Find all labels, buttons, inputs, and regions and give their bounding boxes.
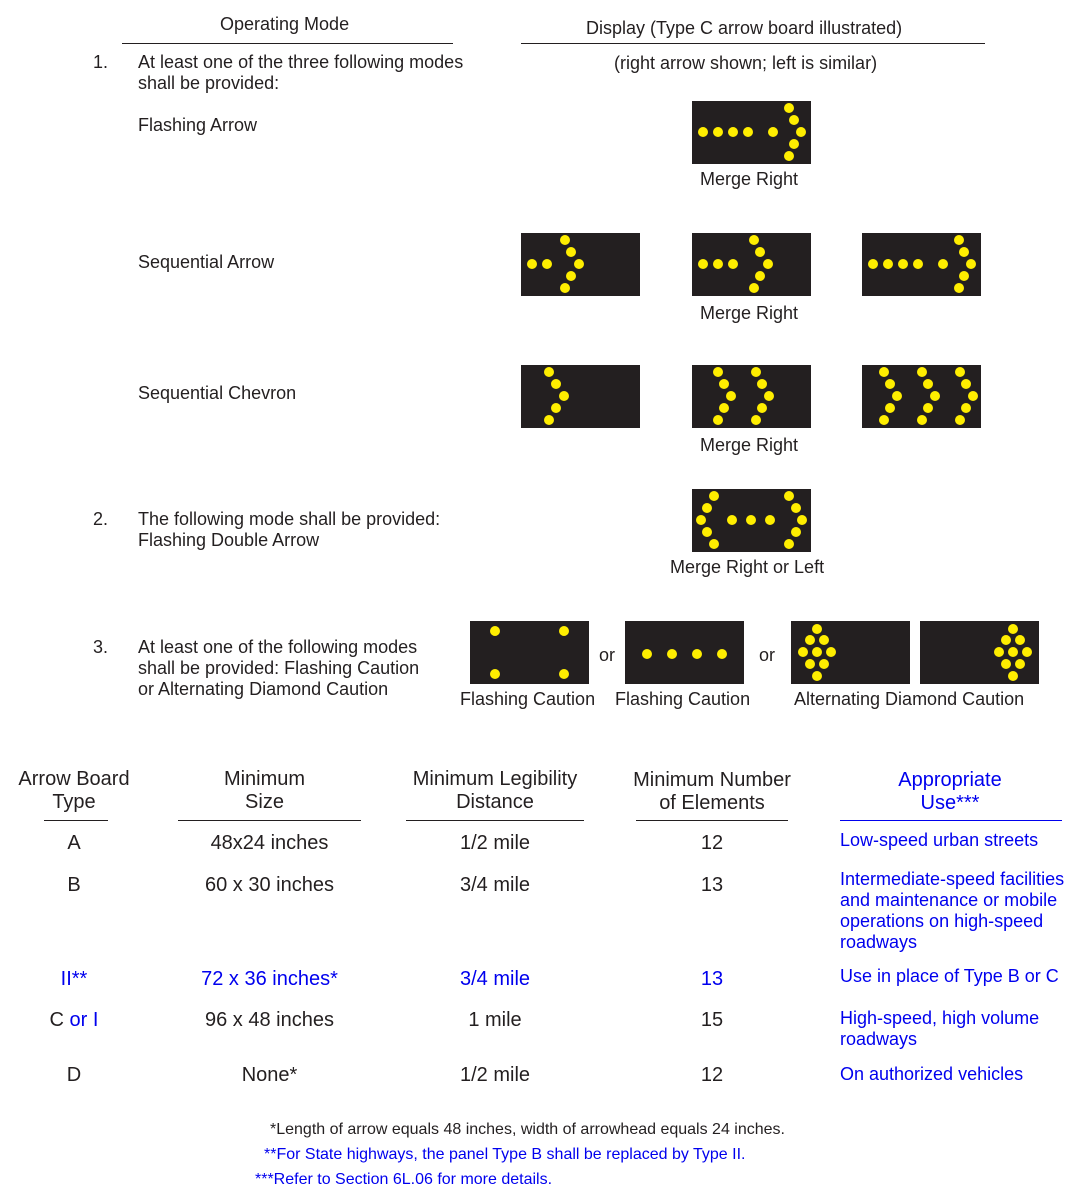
row-d-elements: 12 [700, 1064, 724, 1086]
row-b-use-line-4: roadways [840, 932, 918, 952]
header-dist-line2: Distance [456, 791, 534, 813]
mode-1-text-line2: shall be provided: [138, 73, 280, 93]
header-size-underline [178, 820, 361, 821]
footnote-1: *Length of arrow equals 48 inches, width of arrowhead equals 24 inches. [270, 1121, 785, 1138]
header-dist-underline [406, 820, 584, 821]
row-ii-elements: 13 [700, 968, 724, 990]
display-underline [521, 43, 985, 44]
alternating-diamond-left-lamps [791, 621, 910, 684]
row-c-elements: 15 [700, 1009, 724, 1031]
header-size-line2: Size [245, 791, 284, 813]
header-use-line2: Use*** [920, 792, 980, 814]
row-c-use [840, 1008, 1039, 1050]
row-a-use-line: Low-speed urban streets [840, 830, 1039, 850]
or-text-2: or [759, 645, 776, 665]
header-type-line2: Type [52, 791, 96, 813]
row-b-elements: 13 [700, 874, 724, 896]
sequential-chevron-2-lamps [692, 365, 811, 428]
mode-3-text-line1: At least one of the following modes [138, 637, 418, 657]
header-elem-underline [636, 820, 788, 821]
row-b-distance: 3/4 mile [459, 874, 531, 896]
flashing-caution-corners-lamps [470, 621, 589, 684]
operating-mode-header: Operating Mode [220, 14, 350, 34]
row-a-use [840, 830, 1038, 851]
row-a-type: A [67, 832, 81, 854]
row-b-size: 60 x 30 inches [205, 874, 334, 896]
sequential-chevron-label: Sequential Chevron [138, 383, 297, 403]
row-d-distance: 1/2 mile [459, 1064, 531, 1086]
row-ii-distance: 3/4 mile [459, 968, 531, 990]
flashing-arrow-label: Flashing Arrow [138, 115, 258, 135]
row-b-type: B [67, 874, 81, 896]
sequential-arrow-2-lamps [692, 233, 811, 296]
header-use-underline [840, 820, 1062, 821]
flashing-arrow-caption: Merge Right [700, 169, 799, 189]
display-header: Display (Type C arrow board illustrated) [586, 18, 903, 38]
alternating-diamond-right-lamps [920, 621, 1039, 684]
row-b-use-line-1: Intermediate-speed facilities [840, 869, 1065, 889]
row-c-size: 96 x 48 inches [205, 1009, 334, 1031]
row-ii-use [840, 966, 1059, 987]
flashing-caution-caption-1: Flashing Caution [460, 689, 596, 709]
alternating-diamond-caption: Alternating Diamond Caution [794, 689, 1025, 709]
row-c-type [0, 1010, 148, 1030]
row-b-use-line-3: operations on high-speed [840, 911, 1044, 931]
row-c-use-line-1: High-speed, high volume [840, 1008, 1040, 1028]
operating-mode-underline [122, 43, 453, 44]
flashing-double-arrow-caption: Merge Right or Left [670, 557, 825, 577]
alternating-diamond-board-right [920, 621, 1039, 684]
flashing-caution-caption-2: Flashing Caution [615, 689, 751, 709]
row-d-size: None* [241, 1064, 298, 1086]
header-size-line1: Minimum [223, 768, 306, 790]
mode-3-number: 3. [93, 637, 109, 657]
sequential-chevron-caption: Merge Right [700, 435, 799, 455]
flashing-caution-line-lamps [625, 621, 744, 684]
header-type-underline [44, 820, 108, 821]
row-a-elements: 12 [700, 832, 724, 854]
footnote-2: **For State highways, the panel Type B shall be replaced by Type II. [264, 1146, 746, 1163]
row-b-use-line-2: and maintenance or mobile [840, 890, 1058, 910]
alternating-diamond-board-left [791, 621, 910, 684]
row-ii-size: 72 x 36 inches* [201, 968, 338, 990]
sequential-arrow-3-lamps [862, 233, 981, 296]
row-ii-use-line: Use in place of Type B or C [840, 966, 1059, 986]
flashing-caution-board-corners [470, 621, 589, 684]
header-type-line1: Arrow Board [18, 768, 130, 790]
or-text-1: or [599, 645, 616, 665]
row-c-distance: 1 mile [468, 1009, 522, 1031]
row-c-use-line-2: roadways [840, 1029, 918, 1049]
sequential-chevron-board-2 [692, 365, 811, 428]
mode-1-number: 1. [93, 52, 109, 72]
mode-2-text-line2: Flashing Double Arrow [138, 530, 320, 550]
sequential-chevron-board-3 [862, 365, 981, 428]
row-d-type: D [66, 1064, 82, 1086]
sequential-arrow-1-lamps [521, 233, 640, 296]
flashing-arrow-lamps [692, 101, 811, 164]
mode-1-text-line1: At least one of the three following modes [138, 52, 464, 72]
flashing-caution-board-line [625, 621, 744, 684]
mode-3-text-line3: or Alternating Diamond Caution [138, 679, 389, 699]
flashing-double-arrow-board [692, 489, 811, 552]
header-use-line1: Appropriate [898, 769, 1002, 791]
sequential-chevron-board-1 [521, 365, 640, 428]
mode-3-text-line2: shall be provided: Flashing Caution [138, 658, 420, 678]
sequential-arrow-board-1 [521, 233, 640, 296]
row-b-use [840, 869, 1064, 953]
header-dist-line1: Minimum Legibility [412, 768, 578, 790]
row-a-distance: 1/2 mile [459, 832, 531, 854]
row-c-type-c: C [49, 1009, 64, 1031]
row-d-use [840, 1064, 1023, 1085]
sequential-arrow-label: Sequential Arrow [138, 252, 275, 272]
mode-2-number: 2. [93, 509, 109, 529]
header-elem-line1: Minimum Number [633, 769, 791, 791]
row-a-size: 48x24 inches [210, 832, 329, 854]
display-note: (right arrow shown; left is similar) [614, 53, 878, 73]
row-ii-type: II** [60, 968, 88, 990]
sequential-chevron-3-lamps [862, 365, 981, 428]
footnote-3: ***Refer to Section 6L.06 for more details. [255, 1171, 553, 1188]
sequential-arrow-board-2 [692, 233, 811, 296]
header-elem-line2: of Elements [659, 792, 765, 814]
mode-2-text-line1: The following mode shall be provided: [138, 509, 441, 529]
row-d-use-line: On authorized vehicles [840, 1064, 1024, 1084]
flashing-arrow-board [692, 101, 811, 164]
row-c-type-or-i: or I [64, 1009, 99, 1031]
sequential-arrow-caption: Merge Right [700, 303, 799, 323]
flashing-double-arrow-lamps [692, 489, 811, 552]
sequential-chevron-1-lamps [521, 365, 640, 428]
sequential-arrow-board-3 [862, 233, 981, 296]
